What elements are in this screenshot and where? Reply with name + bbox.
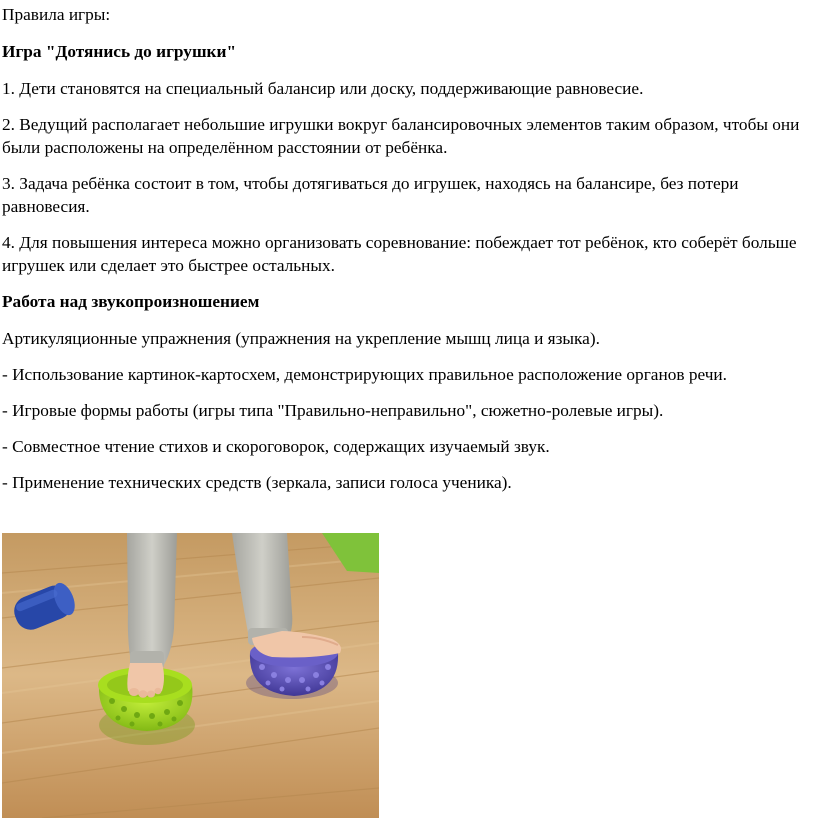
list-item: Артикуляционные упражнения (упражнения на укрепление мышц лица и языка).: [2, 329, 600, 348]
list-item: - Игровые формы работы (игры типа "Правильно-неправильно", сюжетно-ролевые игры).: [2, 401, 664, 420]
game-title: Игра "Дотянись до игрушки": [2, 42, 237, 61]
list-item: - Применение технических средств (зеркала, записи голоса ученика).: [2, 473, 512, 492]
rule-item-4: 4. Для повышения интереса можно организовать соревнование: побеждает тот ребёнок, кто соберёт больше игрушек или сделает это быстрее остальных.: [2, 233, 797, 275]
rule-item-3: 3. Задача ребёнка состоит в том, чтобы дотягиваться до игрушек, находясь на балансире, без потери равновесия.: [2, 174, 739, 216]
balance-pods-photo: [2, 533, 379, 818]
rule-item-1: 1. Дети становятся на специальный балансир или доску, поддерживающие равновесие.: [2, 79, 644, 98]
document-heading: Правила игры:: [2, 5, 111, 24]
document-body: [2, 0, 812, 494]
rule-item-2: 2. Ведущий располагает небольшие игрушки вокруг балансировочных элементов таким образом, чтобы они были расположены на определённом расстоянии от ребёнка.: [2, 115, 800, 157]
list-item: - Совместное чтение стихов и скороговорок, содержащих изучаемый звук.: [2, 437, 550, 456]
list-item: - Использование картинок-картосхем, демонстрирующих правильное расположение органов речи.: [2, 365, 727, 384]
section-title: Работа над звукопроизношением: [2, 292, 260, 311]
